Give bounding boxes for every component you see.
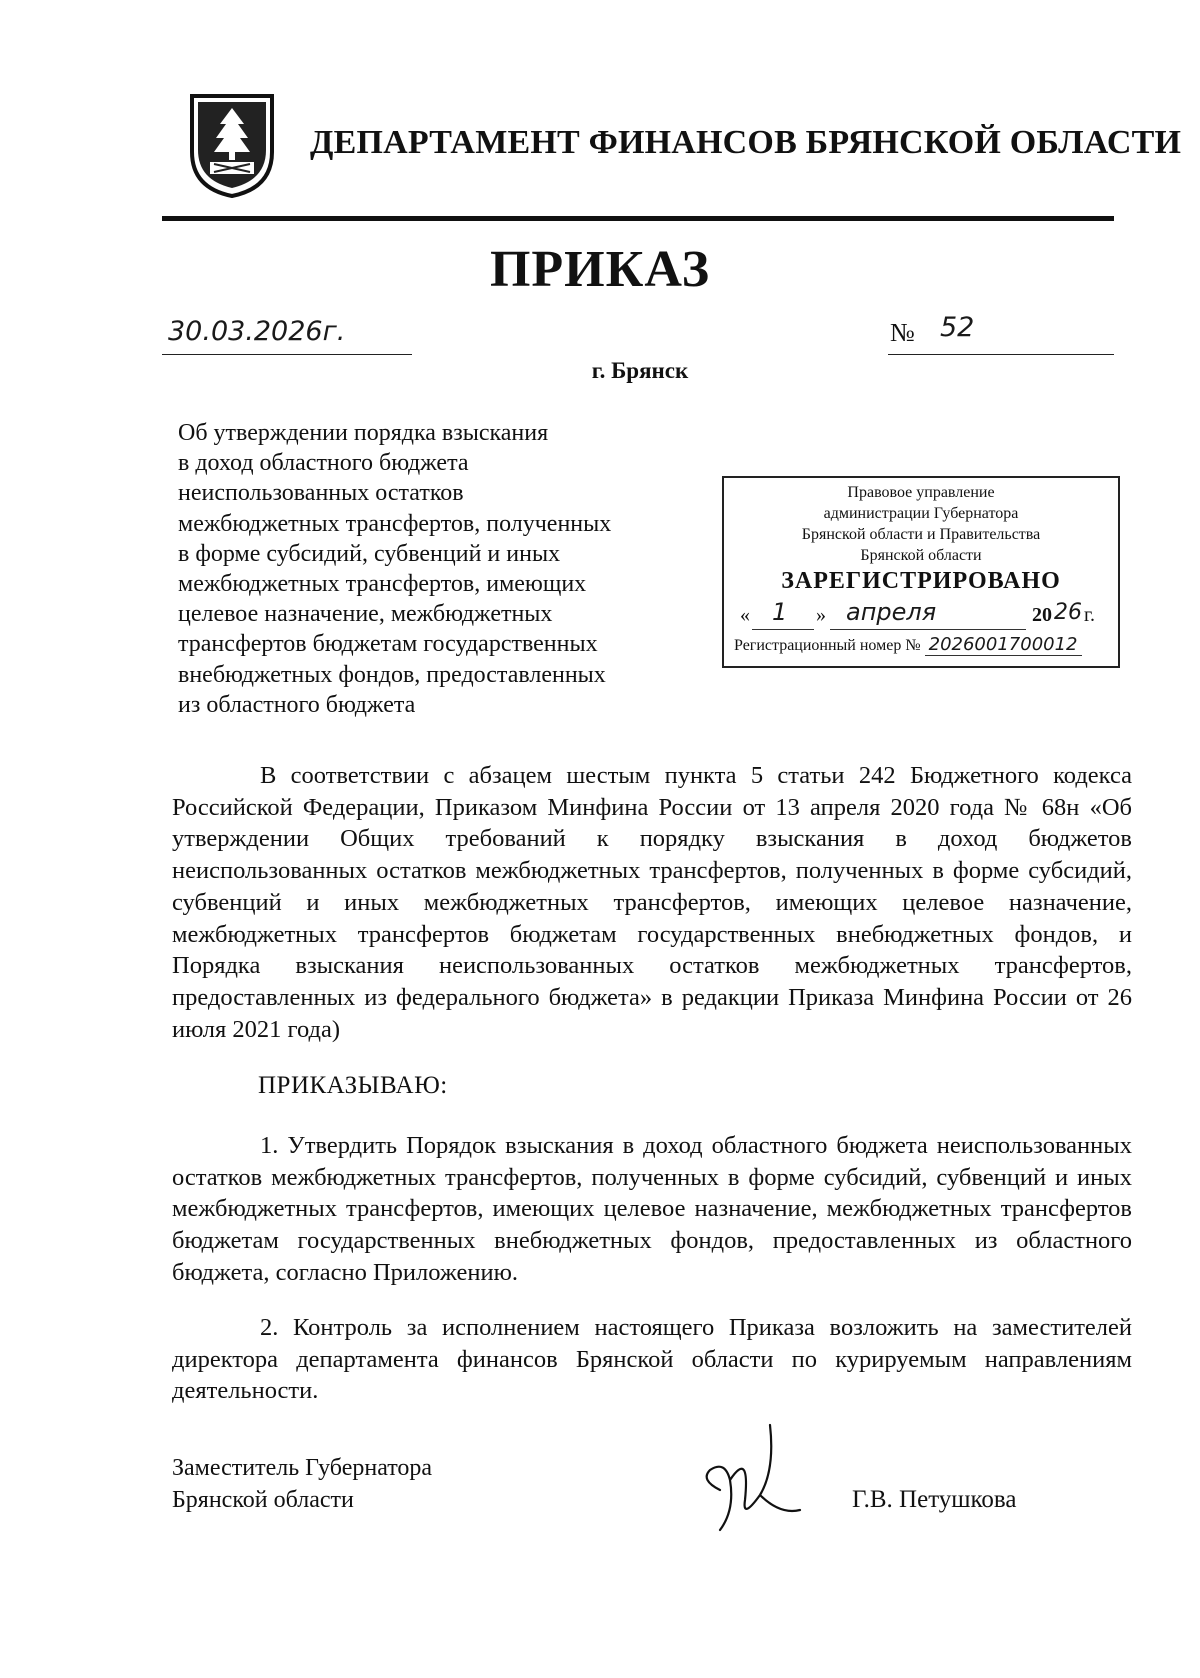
number-label: № <box>890 318 915 347</box>
stamp-line: Брянской области и Правительства <box>801 526 1041 543</box>
subject-block <box>178 418 688 720</box>
subject-line: в форме субсидий, субвенций и иных <box>178 540 561 567</box>
order-word: ПРИКАЗЫВАЮ: <box>258 1072 448 1099</box>
subject-line: межбюджетных трансфертов, полученных <box>178 510 612 537</box>
position-line: Брянской области <box>172 1487 354 1513</box>
order-item-2 <box>172 1312 1132 1407</box>
subject-line: из областного бюджета <box>178 691 416 718</box>
order-item-2-text: 2. Контроль за исполнением настоящего Приказа возложить на заместителей директора департамента финансов Брянской области по курируемым направлениям деятельности. <box>172 1314 1132 1405</box>
stamp-header <box>724 482 1118 566</box>
order-item-1 <box>172 1130 1132 1289</box>
coat-of-arms-icon <box>188 92 276 200</box>
stamp-day: 1 <box>772 598 788 626</box>
handwritten-signature <box>690 1420 810 1540</box>
order-item-1-text: 1. Утвердить Порядок взыскания в доход областного бюджета неиспользованных остатков межбюджетных трансфертов, полученных в форме субсидий, субвенций и иных межбюджетных трансфертов, имеющих целевое назначение, межбюджетных трансфертов бюджетам государственных внебюджетных фондов, предоставленных из областного бюджета, согласно Приложению. <box>172 1132 1132 1286</box>
stamp-line: Правовое управление <box>847 484 995 501</box>
subject-line: целевое назначение, межбюджетных <box>178 601 553 628</box>
city: г. Брянск <box>591 358 689 383</box>
subject-line: внебюджетных фондов, предоставленных <box>178 661 606 688</box>
stamp-reg-number-row <box>734 634 1082 655</box>
registration-stamp <box>722 476 1120 668</box>
position-line: Заместитель Губернатора <box>172 1455 433 1481</box>
signatory-position <box>172 1452 432 1516</box>
document-date: 30.03.2026г. <box>168 316 346 347</box>
subject-line: межбюджетных трансфертов, имеющих <box>178 571 587 598</box>
stamp-reg-number: 2026001700012 <box>925 634 1082 656</box>
stamp-line: администрации Губернатора <box>823 505 1019 522</box>
department-name: ДЕПАРТАМЕНТ ФИНАНСОВ БРЯНСКОЙ ОБЛАСТИ <box>310 124 1182 161</box>
header-divider <box>162 216 1114 221</box>
stamp-year-prefix: 20 <box>1032 604 1052 626</box>
stamp-registered: ЗАРЕГИСТРИРОВАНО <box>781 568 1061 594</box>
number-line <box>888 314 1114 355</box>
document-title: ПРИКАЗ <box>489 241 711 298</box>
preamble <box>172 760 1132 1045</box>
subject-line: в доход областного бюджета <box>178 450 469 477</box>
subject-line: трансфертов бюджетам государственных <box>178 631 598 658</box>
document-number: 52 <box>940 312 975 343</box>
subject-line: неиспользованных остатков <box>178 480 464 507</box>
stamp-reg-label: Регистрационный номер № <box>734 637 921 654</box>
stamp-date: « 1 » апреля 20 26 г. <box>736 602 1106 632</box>
stamp-year-label: г. <box>1084 604 1095 626</box>
signatory-name: Г.В. Петушкова <box>852 1486 1017 1513</box>
preamble-text: В соответствии с абзацем шестым пункта 5 статьи 242 Бюджетного кодекса Российской Федерации, Приказом Минфина России от 13 апреля 2020 года № 68н «Об утверждении Общих требований к порядку взыскания в доход бюджетов неиспользованных остатков межбюджетных трансфертов, полученных в форме субсидий, субвенций и иных межбюджетных трансфертов, имеющих целевое назначение, межбюджетных трансфертов бюджетам государственных внебюджетных фондов, и Порядка взыскания неиспользованных остатков межбюджетных трансфертов, предоставленных из федерального бюджета» в редакции Приказа Минфина России от 26 июля 2021 года) <box>172 762 1132 1043</box>
subject-line: Об утверждении порядка взыскания <box>178 420 549 446</box>
stamp-year-suffix: 26 <box>1054 600 1082 625</box>
stamp-month: апреля <box>846 598 937 626</box>
stamp-line: Брянской области <box>860 547 982 564</box>
